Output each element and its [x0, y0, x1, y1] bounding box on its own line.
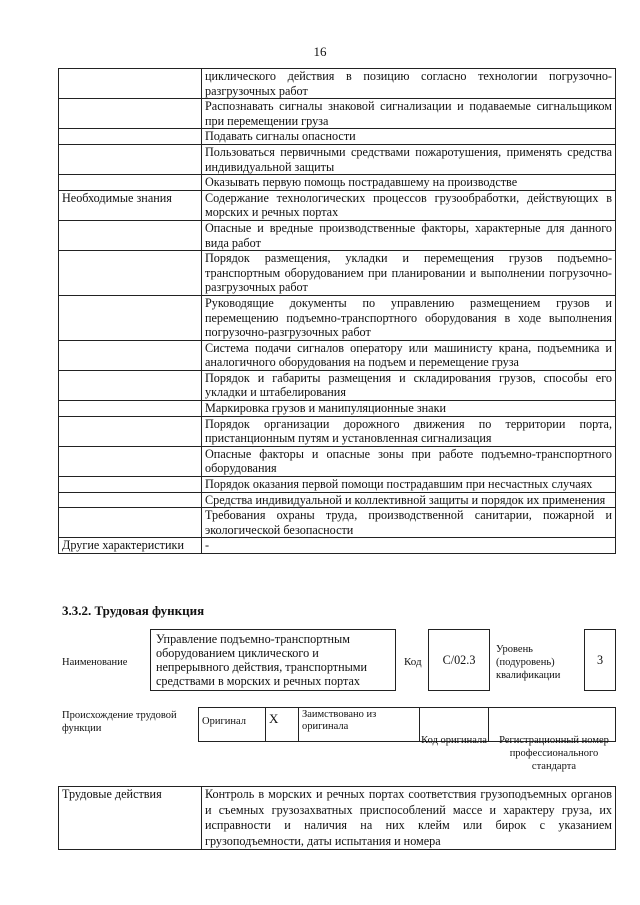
row-text: Опасные факторы и опасные зоны при работе подъемно-транспортного оборудования	[202, 446, 616, 476]
table-row	[59, 446, 616, 476]
labor-actions-table	[58, 786, 616, 850]
table-row	[59, 190, 616, 220]
row-label	[59, 295, 202, 340]
row-text: Распознавать сигналы знаковой сигнализации и подаваемые сигнальщиком при перемещении груза	[202, 99, 616, 129]
row-text: Пользоваться первичными средствами пожаротушения, применять средства индивидуальной защиты	[202, 144, 616, 174]
row-label	[59, 370, 202, 400]
row-label	[59, 492, 202, 508]
row-text: Средства индивидуальной и коллективной защиты и порядок их применения	[202, 492, 616, 508]
original-mark: X	[266, 708, 299, 742]
origin-label: Происхождение трудовой функции	[62, 710, 177, 734]
row-text: Порядок размещения, укладки и перемещения грузов подъемно-транспортным оборудованием при планировании и выполнении погрузочно-разгрузочных работ	[202, 251, 616, 296]
table-row	[59, 370, 616, 400]
row-label	[59, 69, 202, 99]
code-label: Код	[404, 656, 422, 668]
row-label	[59, 251, 202, 296]
row-text: Маркировка грузов и манипуляционные знаки	[202, 401, 616, 417]
row-text: Руководящие документы по управлению размещением грузов и перемещению подъемно-транспортного оборудования в ходе выполнения погрузочно-разгрузочных работ	[202, 295, 616, 340]
function-code-value: С/02.3	[442, 653, 476, 667]
row-text: Подавать сигналы опасности	[202, 129, 616, 145]
function-code-box	[428, 629, 490, 691]
original-label: Оригинал	[199, 708, 266, 742]
name-label: Наименование	[62, 657, 128, 668]
reg-caption: Регистрационный номер профессионального стандарта	[499, 735, 609, 772]
row-label	[59, 446, 202, 476]
row-label	[59, 220, 202, 250]
row-label: Необходимые знания	[59, 190, 202, 220]
row-label	[59, 401, 202, 417]
function-name-box	[150, 629, 396, 691]
row-label	[59, 340, 202, 370]
table-row	[59, 508, 616, 538]
code-caption: Код оригинала	[421, 735, 487, 746]
row-text: -	[202, 538, 616, 554]
labor-actions-text: Контроль в морских и речных портах соответствия грузоподъемных органов и съемных грузозахватных приспособлений массе и характеру груза, их исправности и наличия на них клейм или бирок с указанием грузоподъемности, даты испытания и номера	[202, 787, 616, 850]
knowledge-table	[58, 68, 616, 554]
table-row	[59, 175, 616, 191]
section-heading: 3.3.2. Трудовая функция	[62, 603, 205, 618]
row-text: Порядок оказания первой помощи пострадавшим при несчастных случаях	[202, 477, 616, 493]
table-row	[59, 401, 616, 417]
row-text: Опасные и вредные производственные факторы, характерные для данного вида работ	[202, 220, 616, 250]
row-text: Порядок организации дорожного движения по территории порта, пристанционным путям и установленная сигнализация	[202, 416, 616, 446]
borrowed-label: Заимствовано из оригинала	[299, 708, 420, 742]
labor-actions-label: Трудовые действия	[59, 787, 202, 850]
table-row	[59, 416, 616, 446]
row-text: Оказывать первую помощь пострадавшему на производстве	[202, 175, 616, 191]
row-label	[59, 144, 202, 174]
row-label: Другие характеристики	[59, 538, 202, 554]
page-number: 16	[313, 44, 327, 59]
level-value: 3	[596, 653, 604, 667]
row-text: Порядок и габариты размещения и складирования грузов, способы его укладки и штабелирования	[202, 370, 616, 400]
row-label	[59, 175, 202, 191]
table-row	[59, 251, 616, 296]
level-label: Уровень (подуровень) квалификации	[496, 644, 561, 681]
table-row	[59, 69, 616, 99]
row-label	[59, 416, 202, 446]
row-text: Система подачи сигналов оператору или машинисту крана, подъемника и аналогичного оборудования на подъем и перемещение груза	[202, 340, 616, 370]
row-label	[59, 99, 202, 129]
table-row	[59, 477, 616, 493]
table-row	[59, 295, 616, 340]
row-label	[59, 477, 202, 493]
table-row	[59, 144, 616, 174]
table-row	[59, 99, 616, 129]
table-row	[59, 129, 616, 145]
table-row	[59, 340, 616, 370]
table-row	[59, 492, 616, 508]
row-text: циклического действия в позицию согласно технологии погрузочно-разгрузочных работ	[202, 69, 616, 99]
row-text: Требования охраны труда, производственной санитарии, пожарной и экологической безопасности	[202, 508, 616, 538]
table-row	[59, 538, 616, 554]
row-label	[59, 129, 202, 145]
function-name-value: Управление подъемно-транспортным оборудованием циклического и непрерывного действия, транспортными средствами в морских и речных портах	[156, 632, 368, 688]
table-row	[59, 220, 616, 250]
row-text: Содержание технологических процессов грузообработки, действующих в морских и речных портах	[202, 190, 616, 220]
row-label	[59, 508, 202, 538]
level-box	[584, 629, 616, 691]
